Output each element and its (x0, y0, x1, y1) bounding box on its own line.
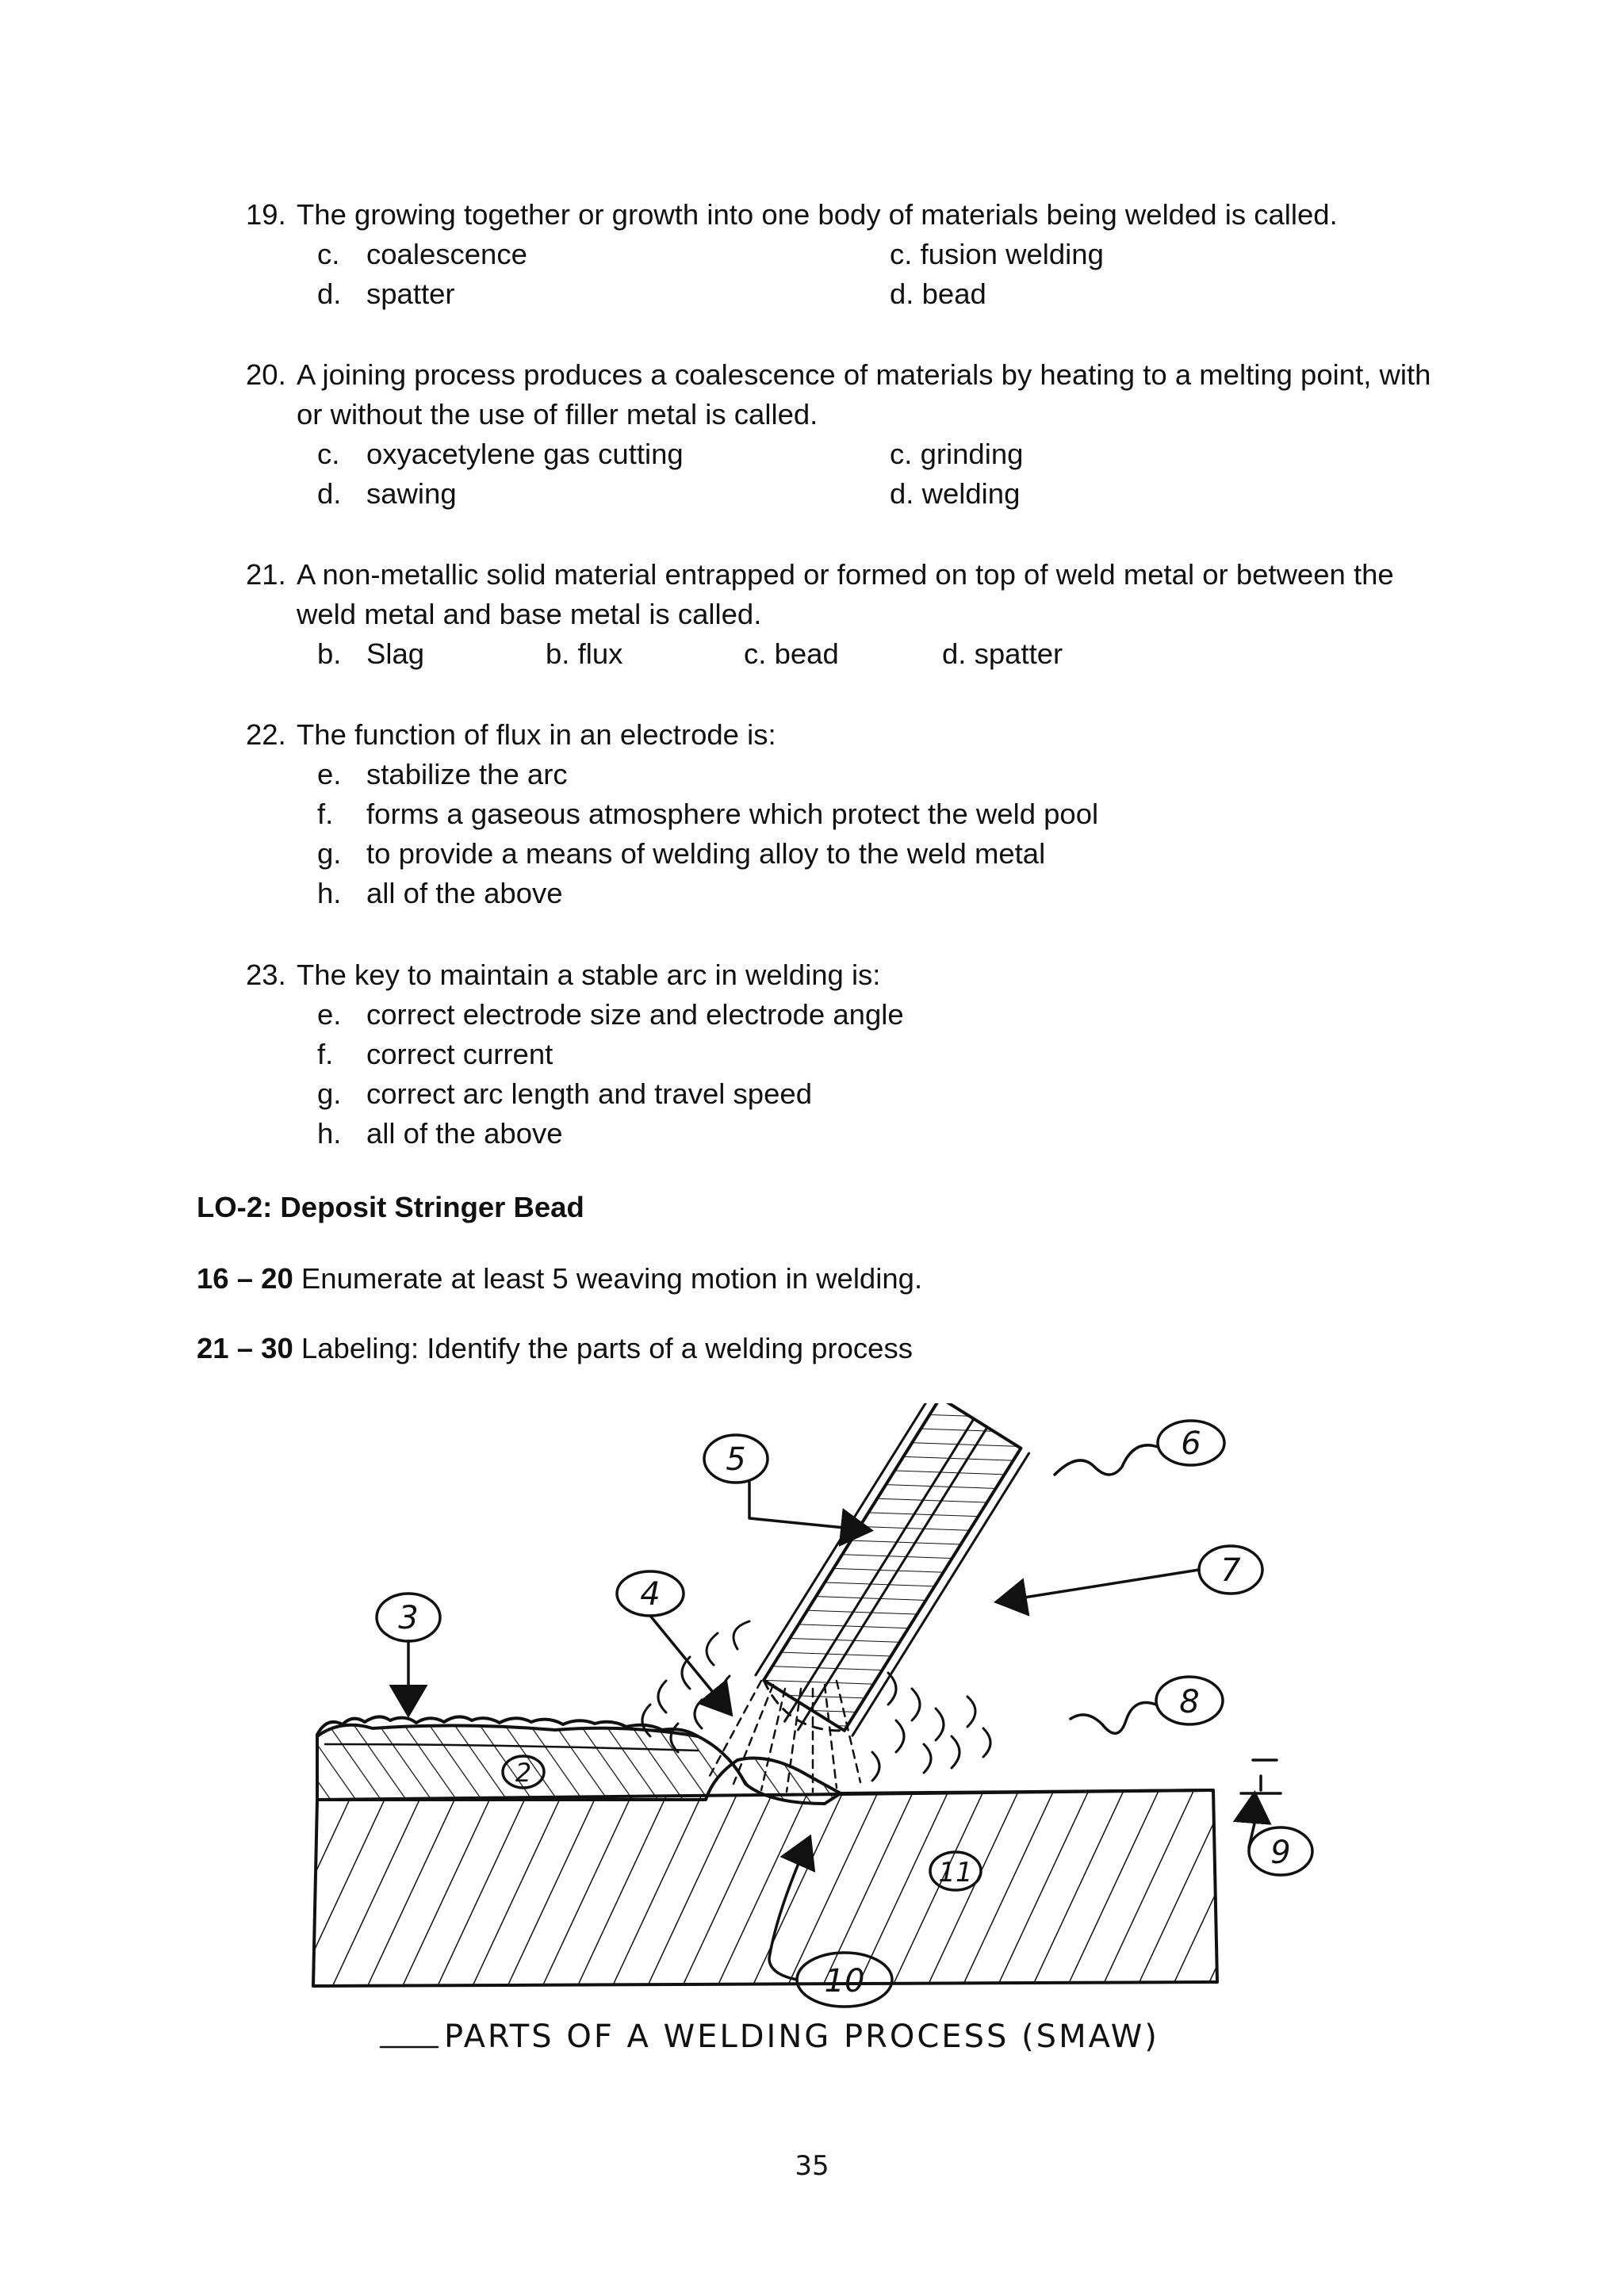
section-heading: LO-2: Deposit Stringer Bead (197, 1191, 584, 1223)
option: b. flux (546, 637, 623, 670)
callout-9-text: 9 (1270, 1835, 1291, 1871)
option: d. welding (890, 477, 1021, 510)
question-stem: The key to maintain a stable arc in welding is: (297, 959, 881, 991)
option: g. correct arc length and travel speed (317, 1077, 813, 1110)
question-stem: The growing together or growth into one body of materials being welded is called. (297, 198, 1338, 231)
question-stem: A joining process produces a coalescence of materials by heating to a melting point, with or without the use of filler metal is called. (297, 358, 1431, 430)
option: e. stabilize the arc (317, 758, 568, 790)
option: d. sawing (317, 477, 457, 510)
question-20 (246, 355, 1451, 514)
callout-10-text: 10 (824, 1963, 865, 1999)
option: d. spatter (942, 637, 1063, 670)
callout-3-text: 3 (398, 1600, 419, 1636)
smaw-sketch (254, 1403, 1380, 2101)
option: f. forms a gaseous atmosphere which protect the weld pool (317, 798, 1099, 830)
callout-7-text: 7 (1220, 1552, 1241, 1589)
option: g. to provide a means of welding alloy to the weld metal (317, 837, 1046, 870)
option: c. bead (744, 637, 839, 670)
question-number: 21. (246, 558, 286, 591)
question-21 (246, 555, 1451, 674)
question-22 (246, 715, 1451, 913)
callout-5-text: 5 (726, 1441, 746, 1478)
base-metal (313, 1790, 1217, 1986)
electrode (743, 1403, 1029, 1756)
option: f. correct current (317, 1038, 553, 1070)
option: c. grinding (890, 438, 1024, 470)
option: c. coalescence (317, 238, 527, 270)
question-number: 23. (246, 959, 286, 991)
welding-process-diagram (254, 1403, 1380, 2101)
question-stem: A non-metallic solid material entrapped or formed on top of weld metal or between the weld metal and base metal is called. (297, 558, 1394, 630)
option: c. fusion welding (890, 238, 1104, 270)
question-19 (246, 195, 1451, 314)
option: d. bead (890, 277, 986, 310)
callout-6-text: 6 (1181, 1425, 1201, 1462)
option: h. all of the above (317, 877, 563, 909)
page-number: 35 (795, 2150, 829, 2182)
callout-11-text: 11 (938, 1857, 973, 1888)
figure-caption: PARTS OF A WELDING PROCESS (SMAW) (444, 2019, 1159, 2055)
option: b. Slag (317, 637, 425, 670)
option: h. all of the above (317, 1117, 563, 1150)
question-number: 20. (246, 358, 286, 391)
question-23 (246, 955, 1451, 1154)
section-item: 16 – 20 Enumerate at least 5 weaving motion in welding. (197, 1262, 923, 1295)
question-number: 19. (246, 198, 286, 231)
callout-2-text: 2 (515, 1758, 532, 1788)
callout-8-text: 8 (1179, 1684, 1200, 1720)
option: c. oxyacetylene gas cutting (317, 438, 684, 470)
question-number: 22. (246, 718, 286, 751)
weld-metal (317, 1725, 841, 1804)
option: e. correct electrode size and electrode angle (317, 998, 904, 1031)
option: d. spatter (317, 277, 455, 310)
callout-4-text: 4 (640, 1576, 661, 1613)
section-item: 21 – 30 Labeling: Identify the parts of a welding process (197, 1332, 913, 1364)
question-stem: The function of flux in an electrode is: (297, 718, 776, 751)
